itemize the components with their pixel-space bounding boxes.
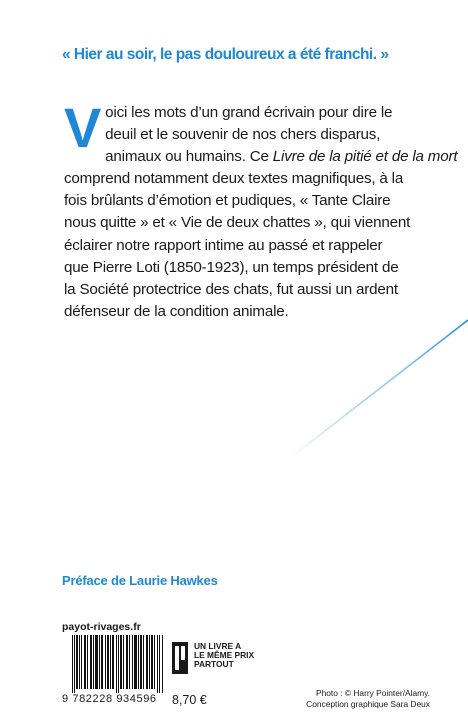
prix-unique-line: LE MÊME PRIX [194, 650, 255, 661]
blurb-line: éclairer notre rapport intime au passé et rappeler [64, 236, 383, 254]
blurb-line: que Pierre Loti (1850-1923), un temps président de [64, 258, 399, 276]
barcode-bars [72, 635, 164, 693]
credits [306, 688, 430, 710]
prix-unique-logo-icon [172, 642, 188, 674]
light-streak-decoration [290, 318, 468, 458]
blurb-line [64, 146, 458, 168]
blurb-line: fois brûlants d’émotion et pudiques, « Tante Claire [64, 192, 391, 210]
blurb-line: nous quitte » et « Vie de deux chattes », qui viennent [64, 214, 411, 232]
prix-unique-line: UN LIVRE A [194, 641, 242, 651]
blurb-line: la Société protectrice des chats, fut aussi un ardent [64, 280, 398, 298]
prix-unique-label [194, 642, 254, 670]
prix-unique-line: PARTOUT [194, 659, 234, 670]
drop-cap: V [64, 96, 102, 159]
blurb [64, 96, 458, 323]
isbn-barcode [62, 635, 166, 715]
book-title-italic: Livre de la pitié et de la mort [272, 148, 458, 166]
blurb-line: oici les mots d’un grand écrivain pour dire le [105, 104, 393, 121]
isbn-number: 9 782228 934596 [62, 693, 157, 705]
back-cover-quote: « Hier au soir, le pas douloureux a été franchi. » [62, 46, 389, 63]
price: 8,70 € [172, 693, 207, 707]
publisher-website[interactable]: payot-rivages.fr [62, 621, 141, 633]
blurb-line: comprend notamment deux textes magnifiques, à la [64, 170, 404, 188]
preface-credit: Préface de Laurie Hawkes [62, 573, 218, 588]
blurb-line: défenseur de la condition animale. [64, 302, 289, 320]
blurb-text: animaux ou humains. Ce [105, 148, 273, 166]
blurb-line: deuil et le souvenir de nos chers disparus, [105, 126, 381, 144]
photo-credit: Photo : © Harry Pointer/Alamy. [316, 688, 430, 698]
design-credit: Conception graphique Sara Deux [306, 698, 430, 709]
